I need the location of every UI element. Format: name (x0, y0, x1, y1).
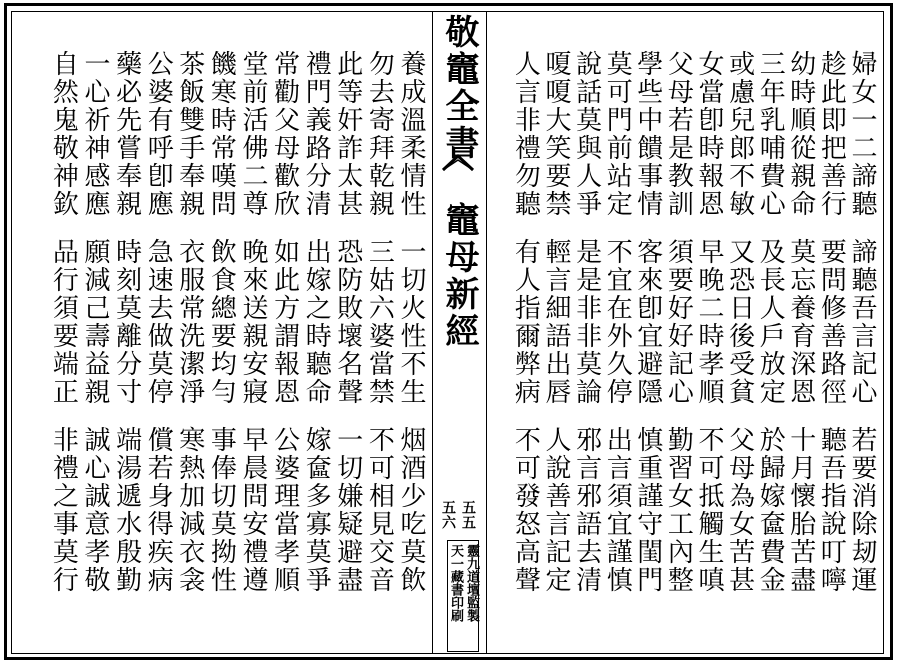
left-page-verse-line: 不可相見交音 (364, 426, 395, 594)
left-page-verse-line: 公婆有呼卽應 (143, 50, 174, 218)
right-page-verse-line: 不可發怒高聲 (510, 426, 541, 594)
right-page-verse-line: 莫可門前站定 (602, 50, 633, 218)
right-page-verse-line: 父母若是教訓 (663, 50, 694, 218)
left-page-verse-line: 一切火性不生 (396, 238, 426, 406)
right-page-verse-line: 嗄嗄大笑要禁 (541, 50, 571, 218)
title-bracket-ornament (441, 152, 475, 208)
left-page-verse-line: 常勸父母歡欣 (269, 50, 300, 218)
left-page-verse-line: 非禮之事莫行 (48, 426, 79, 594)
right-page-verse-line: 須要好好記心 (663, 238, 694, 406)
spine-line-left (432, 12, 433, 653)
right-page-verse-line: 莫忘養育深恩 (785, 238, 816, 406)
left-page-verse-line: 烟酒少吃莫飲 (396, 426, 426, 594)
left-page-verse-line: 急速去做莫停 (143, 238, 174, 406)
right-page-verse-line: 人言非禮勿聽 (510, 50, 541, 218)
left-page-verse-line: 如此方謂報恩 (269, 238, 300, 406)
chapter-title: 竈母新經 (439, 202, 479, 350)
left-page-verse-line: 恐防敗壞名聲 (332, 238, 363, 406)
spine-line-right (486, 12, 487, 653)
right-page-verse-line: 有人指爾弊病 (510, 238, 541, 406)
right-page-verse-line: 於歸嫁奩費金 (755, 426, 786, 594)
right-page-verse-line: 輕言細語出唇 (541, 238, 571, 406)
right-page-verse-line: 若要消除刼運 (847, 426, 877, 594)
right-page-verse-line: 人說善言記定 (541, 426, 571, 594)
right-page-verse-line: 客來卽宜避隱 (632, 238, 663, 406)
left-page-verse-line: 三姑六婆當禁 (364, 238, 395, 406)
right-page-verse-line: 勤習女工內整 (663, 426, 694, 594)
right-page-verse-line: 不可抵觸生嗔 (694, 426, 724, 594)
left-page-verse-line: 禮門義路分清 (301, 50, 332, 218)
right-page-verse-line: 聽吾指說叮嚀 (816, 426, 847, 594)
book-title: 敬竈全書 (439, 14, 479, 162)
right-page-verse-line: 不宜在外久停 (602, 238, 633, 406)
right-page-verse-line: 及長人戶放定 (755, 238, 786, 406)
left-page-verse-line: 晚來送親安寢 (238, 238, 268, 406)
right-page-verse-line: 慎重謹守閨門 (632, 426, 663, 594)
left-page-verse-line: 自然鬼敬神欽 (48, 50, 79, 218)
left-page-verse-line: 飲食總要均勻 (206, 238, 237, 406)
right-page-verse-line: 婦女一二諦聽 (847, 50, 877, 218)
right-page-verse-line: 說話莫與人爭 (571, 50, 602, 218)
right-page-verse-line: 早晚二時孝順 (694, 238, 724, 406)
left-page-verse-line: 時刻莫離分寸 (111, 238, 142, 406)
right-page-verse-line: 諦聽吾言記心 (847, 238, 877, 406)
right-page-verse-line: 父母為女苦甚 (724, 426, 755, 594)
right-page-verse-line: 是是非非莫論 (571, 238, 602, 406)
left-page-verse-line: 藥必先嘗奉親 (111, 50, 142, 218)
right-page-verse-line: 學些中饋事情 (632, 50, 663, 218)
left-page-verse-line: 饑寒時常嘆問 (206, 50, 237, 218)
right-page-verse-line: 趁此即把善行 (816, 50, 847, 218)
left-page-verse-line: 堂前活佛二尊 (238, 50, 268, 218)
right-page-verse-line: 要問修善路徑 (816, 238, 847, 406)
left-page-verse-line: 茶飯雙手奉親 (174, 50, 205, 218)
page-number-left: 五六 (440, 500, 456, 530)
left-page-verse-line: 品行須要端正 (48, 238, 79, 406)
left-page-verse-line: 早晨問安禮遵 (238, 426, 268, 594)
page-number-right: 五五 (460, 500, 476, 530)
left-page-verse-line: 勿去寄拜乾親 (364, 50, 395, 218)
printer-imprint-right: 靈九道壇監製 (464, 544, 479, 622)
right-page-verse-line: 幼時順從親命 (785, 50, 816, 218)
left-page-verse-line: 一切嫌疑避盡 (332, 426, 363, 594)
right-page-verse-line: 女當卽時報恩 (694, 50, 724, 218)
right-page-verse-line: 出言須宜謹慎 (602, 426, 633, 594)
left-page-verse-line: 嫁奩多寡莫爭 (301, 426, 332, 594)
left-page-verse-line: 願減己壽益親 (80, 238, 110, 406)
left-page-verse-line: 公婆理當孝順 (269, 426, 300, 594)
left-page-verse-line: 一心祈神感應 (80, 50, 110, 218)
left-page-verse-line: 償若身得疾病 (143, 426, 174, 594)
left-page-verse-line: 誠心誠意孝敬 (80, 426, 110, 594)
right-page-verse-line: 或慮兒郎不敏 (724, 50, 755, 218)
left-page-verse-line: 端湯遞水殷勤 (111, 426, 142, 594)
right-page-verse-line: 又恐日後受貧 (724, 238, 755, 406)
right-page-verse-line: 邪言邪語去清 (571, 426, 602, 594)
left-page-verse-line: 養成溫柔情性 (396, 50, 426, 218)
printer-imprint-left: 天一藏書印刷 (448, 544, 463, 622)
left-page-verse-line: 寒熱加減衣衾 (174, 426, 205, 594)
right-page-verse-line: 十月懷胎苦盡 (785, 426, 816, 594)
left-page-verse-line: 事俸切莫拗性 (206, 426, 237, 594)
left-page-verse-line: 衣服常洗潔淨 (174, 238, 205, 406)
right-page-verse-line: 三年乳哺費心 (755, 50, 786, 218)
left-page-verse-line: 此等奸詐太甚 (332, 50, 363, 218)
left-page-verse-line: 出嫁之時聽命 (301, 238, 332, 406)
